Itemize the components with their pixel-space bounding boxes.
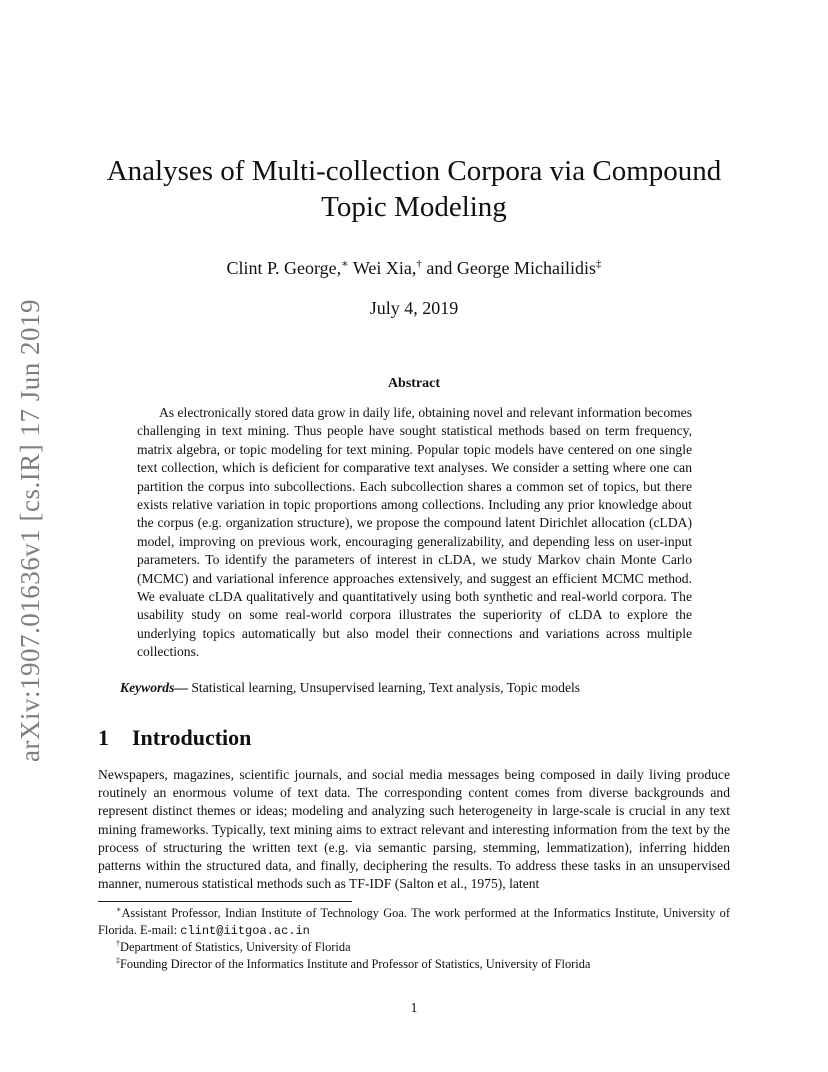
footnote-mark: ‡	[116, 955, 120, 965]
footnotes	[98, 905, 730, 972]
author-footnote-mark[interactable]: ∗	[341, 258, 349, 270]
paper-title	[100, 153, 728, 225]
author-name: Wei Xia,	[352, 258, 417, 278]
title-line-2: Topic Modeling	[321, 191, 507, 223]
email-link[interactable]: clint@iitgoa.ac.in	[180, 923, 310, 938]
footnote-1	[98, 905, 730, 939]
abstract-body: As electronically stored data grow in daily life, obtaining novel and relevant information becomes challenging in text mining. Thus people have sought statistical methods based on term frequency, matrix algebra, or topic modeling for text mining. Popular topic models have centered on one single text collection, which is deficient for comparative text analyses. We consider a setting where one can partition the corpus into subcollections. Each subcollection shares a common set of topics, but there exists relative variation in topic proportions among collections. Including any prior knowledge about the corpus (e.g. organization structure), we propose the compound latent Dirichlet allocation (cLDA) model, improving on previous work, encouraging generalizability, and depending less on user-input parameters. To identify the parameters of interest in cLDA, we study Markov chain Monte Carlo (MCMC) and variational inference approaches extensively, and suggest an efficient MCMC method. We evaluate cLDA qualitatively and quantitatively using both synthetic and real-world corpora. The usability study on some real-world corpora illustrates the superiority of cLDA to explore the underlying topics automatically but also model their connections and variations across multiple collections.	[137, 405, 693, 660]
keywords-text: Statistical learning, Unsupervised learning, Text analysis, Topic models	[187, 680, 581, 695]
page-number: 1	[410, 1001, 418, 1016]
author-name: Clint P. George,	[226, 258, 342, 278]
footnote-mark: ∗	[116, 905, 122, 914]
footnote-text: Founding Director of the Informatics Institute and Professor of Statistics, University of Florida	[120, 956, 591, 971]
footnote-text: Assistant Professor, Indian Institute of Technology Goa. The work performed at the Informatics Institute, University of Florida. E-mail:	[98, 906, 730, 937]
abstract-heading: Abstract	[387, 376, 441, 391]
footnote-mark: †	[116, 939, 120, 949]
keywords-line	[120, 679, 720, 697]
arxiv-identifier-text: arXiv:1907.01636v1 [cs.IR] 17 Jun 2019	[14, 298, 45, 762]
arxiv-identifier-stamp	[10, 300, 50, 760]
title-line-1: Analyses of Multi-collection Corpora via Compound	[106, 155, 722, 187]
footnote-divider	[98, 901, 352, 902]
keywords-label: Keywords—	[120, 680, 188, 695]
introduction-paragraph: Newspapers, magazines, scientific journals, and social media messages being composed in daily living produce routinely an enormous volume of text data. The corresponding content comes from diverse backgrounds and represent distinct themes or ideas; modeling and analyzing such heterogeneity in large-scale is crucial in any text mining frameworks. Typically, text mining aims to extract relevant and interesting information from the text by the process of structuring the written text (e.g. via semantic parsing, stemming, lemmatization), inferring hidden patterns within the structured data, and finally, deciphering the results. To address these tasks in an unsupervised manner, numerous statistical methods such as TF-IDF (Salton et al., 1975), latent	[98, 767, 730, 892]
author-name: and George Michailidis	[426, 258, 596, 278]
footnote-text: Department of Statistics, University of Florida	[120, 940, 351, 955]
section-title: Introduction	[132, 725, 252, 750]
author-list	[100, 256, 728, 280]
section-heading-introduction	[98, 724, 251, 752]
section-number: 1	[98, 725, 109, 750]
publication-date: July 4, 2019	[369, 298, 459, 318]
author-footnote-mark[interactable]: †	[416, 258, 422, 270]
footnote-3	[98, 956, 730, 973]
author-footnote-mark[interactable]: ‡	[596, 258, 602, 270]
footnote-2	[98, 939, 730, 956]
